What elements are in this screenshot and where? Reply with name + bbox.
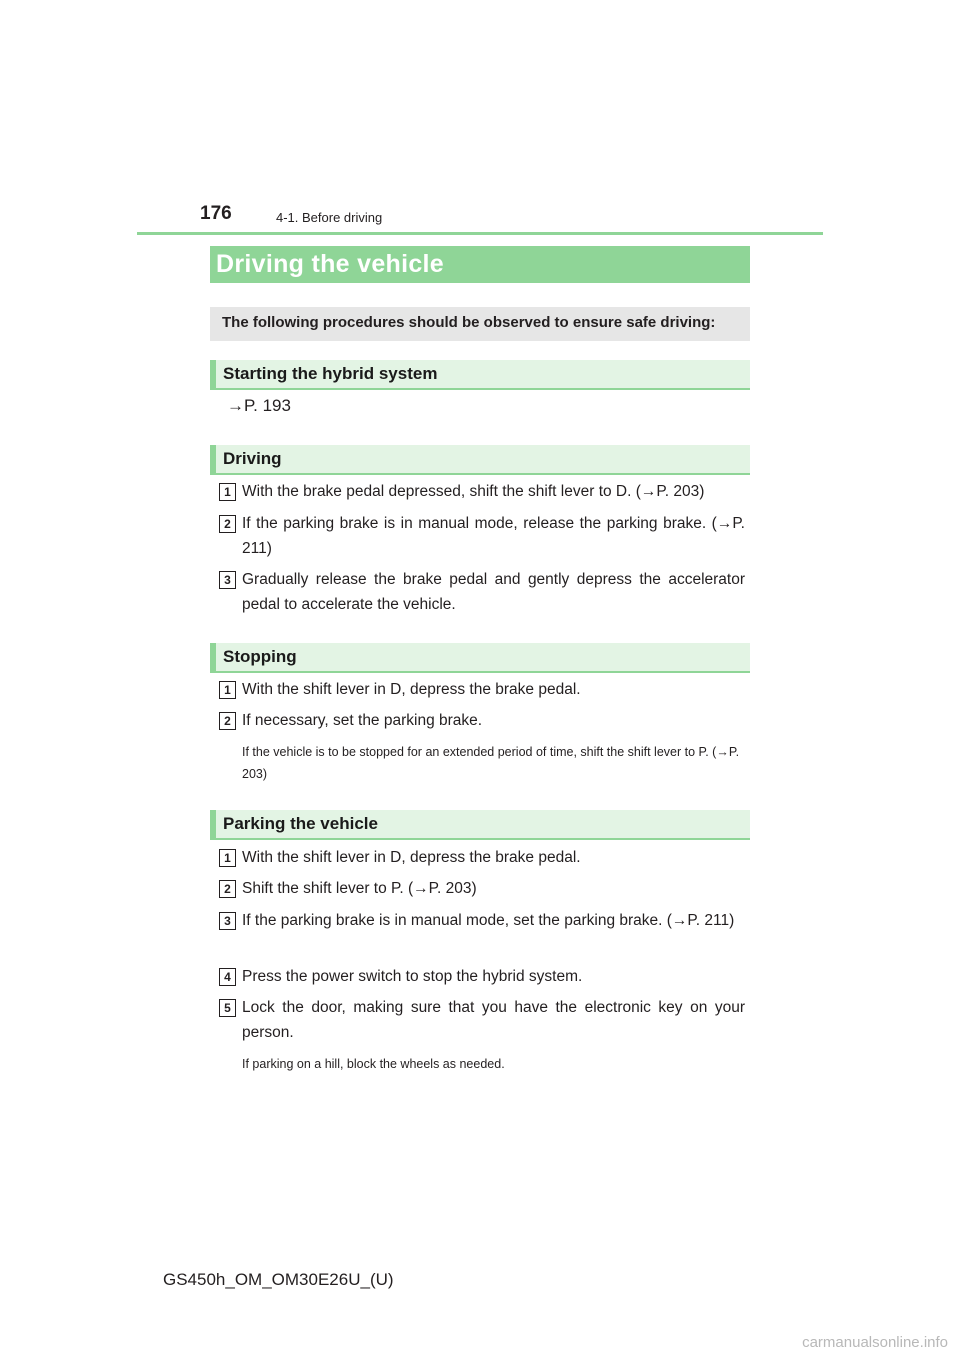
step-text: If the parking brake is in manual mode, set the parking brake. (→P. 211) (242, 912, 735, 929)
page-number: 176 (200, 203, 232, 224)
step-number-badge: 5 (219, 999, 236, 1017)
intro-text: The following procedures should be observed to ensure safe driving: (210, 307, 750, 341)
section-heading-driving: Driving (210, 445, 750, 475)
note-text: If parking on a hill, block the wheels as needed. (242, 1057, 505, 1071)
step-text: If the parking brake is in manual mode, release the parking brake. (→P. 211) (242, 515, 745, 557)
step-text: With the brake pedal depressed, shift the shift lever to D. (→P. 203) (242, 483, 705, 500)
page-title: Driving the vehicle (216, 250, 444, 278)
step-number-badge: 3 (219, 912, 236, 930)
step-number-badge: 2 (219, 712, 236, 730)
step-number-badge: 1 (219, 483, 236, 501)
watermark: carmanualsonline.info (802, 1334, 948, 1351)
step-text: Shift the shift lever to P. (→P. 203) (242, 880, 477, 897)
step-number-badge: 4 (219, 968, 236, 986)
step-text: With the shift lever in D, depress the brake pedal. (242, 681, 581, 698)
note-text: If the vehicle is to be stopped for an extended period of time, shift the shift lever to P. (→P. 203) (242, 745, 740, 781)
step-text: Press the power switch to stop the hybrid system. (242, 968, 583, 985)
document-code-footer: GS450h_OM_OM30E26U_(U) (163, 1270, 394, 1289)
step-number-badge: 1 (219, 681, 236, 699)
header-divider (137, 232, 823, 235)
step-text: Lock the door, making sure that you have the electronic key on your person. (242, 999, 745, 1041)
page-reference-link[interactable]: →P. 193 (227, 396, 291, 415)
step-number-badge: 1 (219, 849, 236, 867)
section-heading-stopping: Stopping (210, 643, 750, 673)
chapter-title: 4-1. Before driving (276, 210, 383, 225)
step-number-badge: 2 (219, 880, 236, 898)
section-heading-parking: Parking the vehicle (210, 810, 750, 840)
step-number-badge: 3 (219, 571, 236, 589)
step-number-badge: 2 (219, 515, 236, 533)
section-heading-starting: Starting the hybrid system (210, 360, 750, 390)
step-text: If necessary, set the parking brake. (242, 712, 483, 729)
page-title-bar (210, 246, 750, 283)
step-text: Gradually release the brake pedal and gently depress the accelerator pedal to accelerate the vehicle. (242, 571, 745, 613)
step-text: With the shift lever in D, depress the brake pedal. (242, 849, 581, 866)
